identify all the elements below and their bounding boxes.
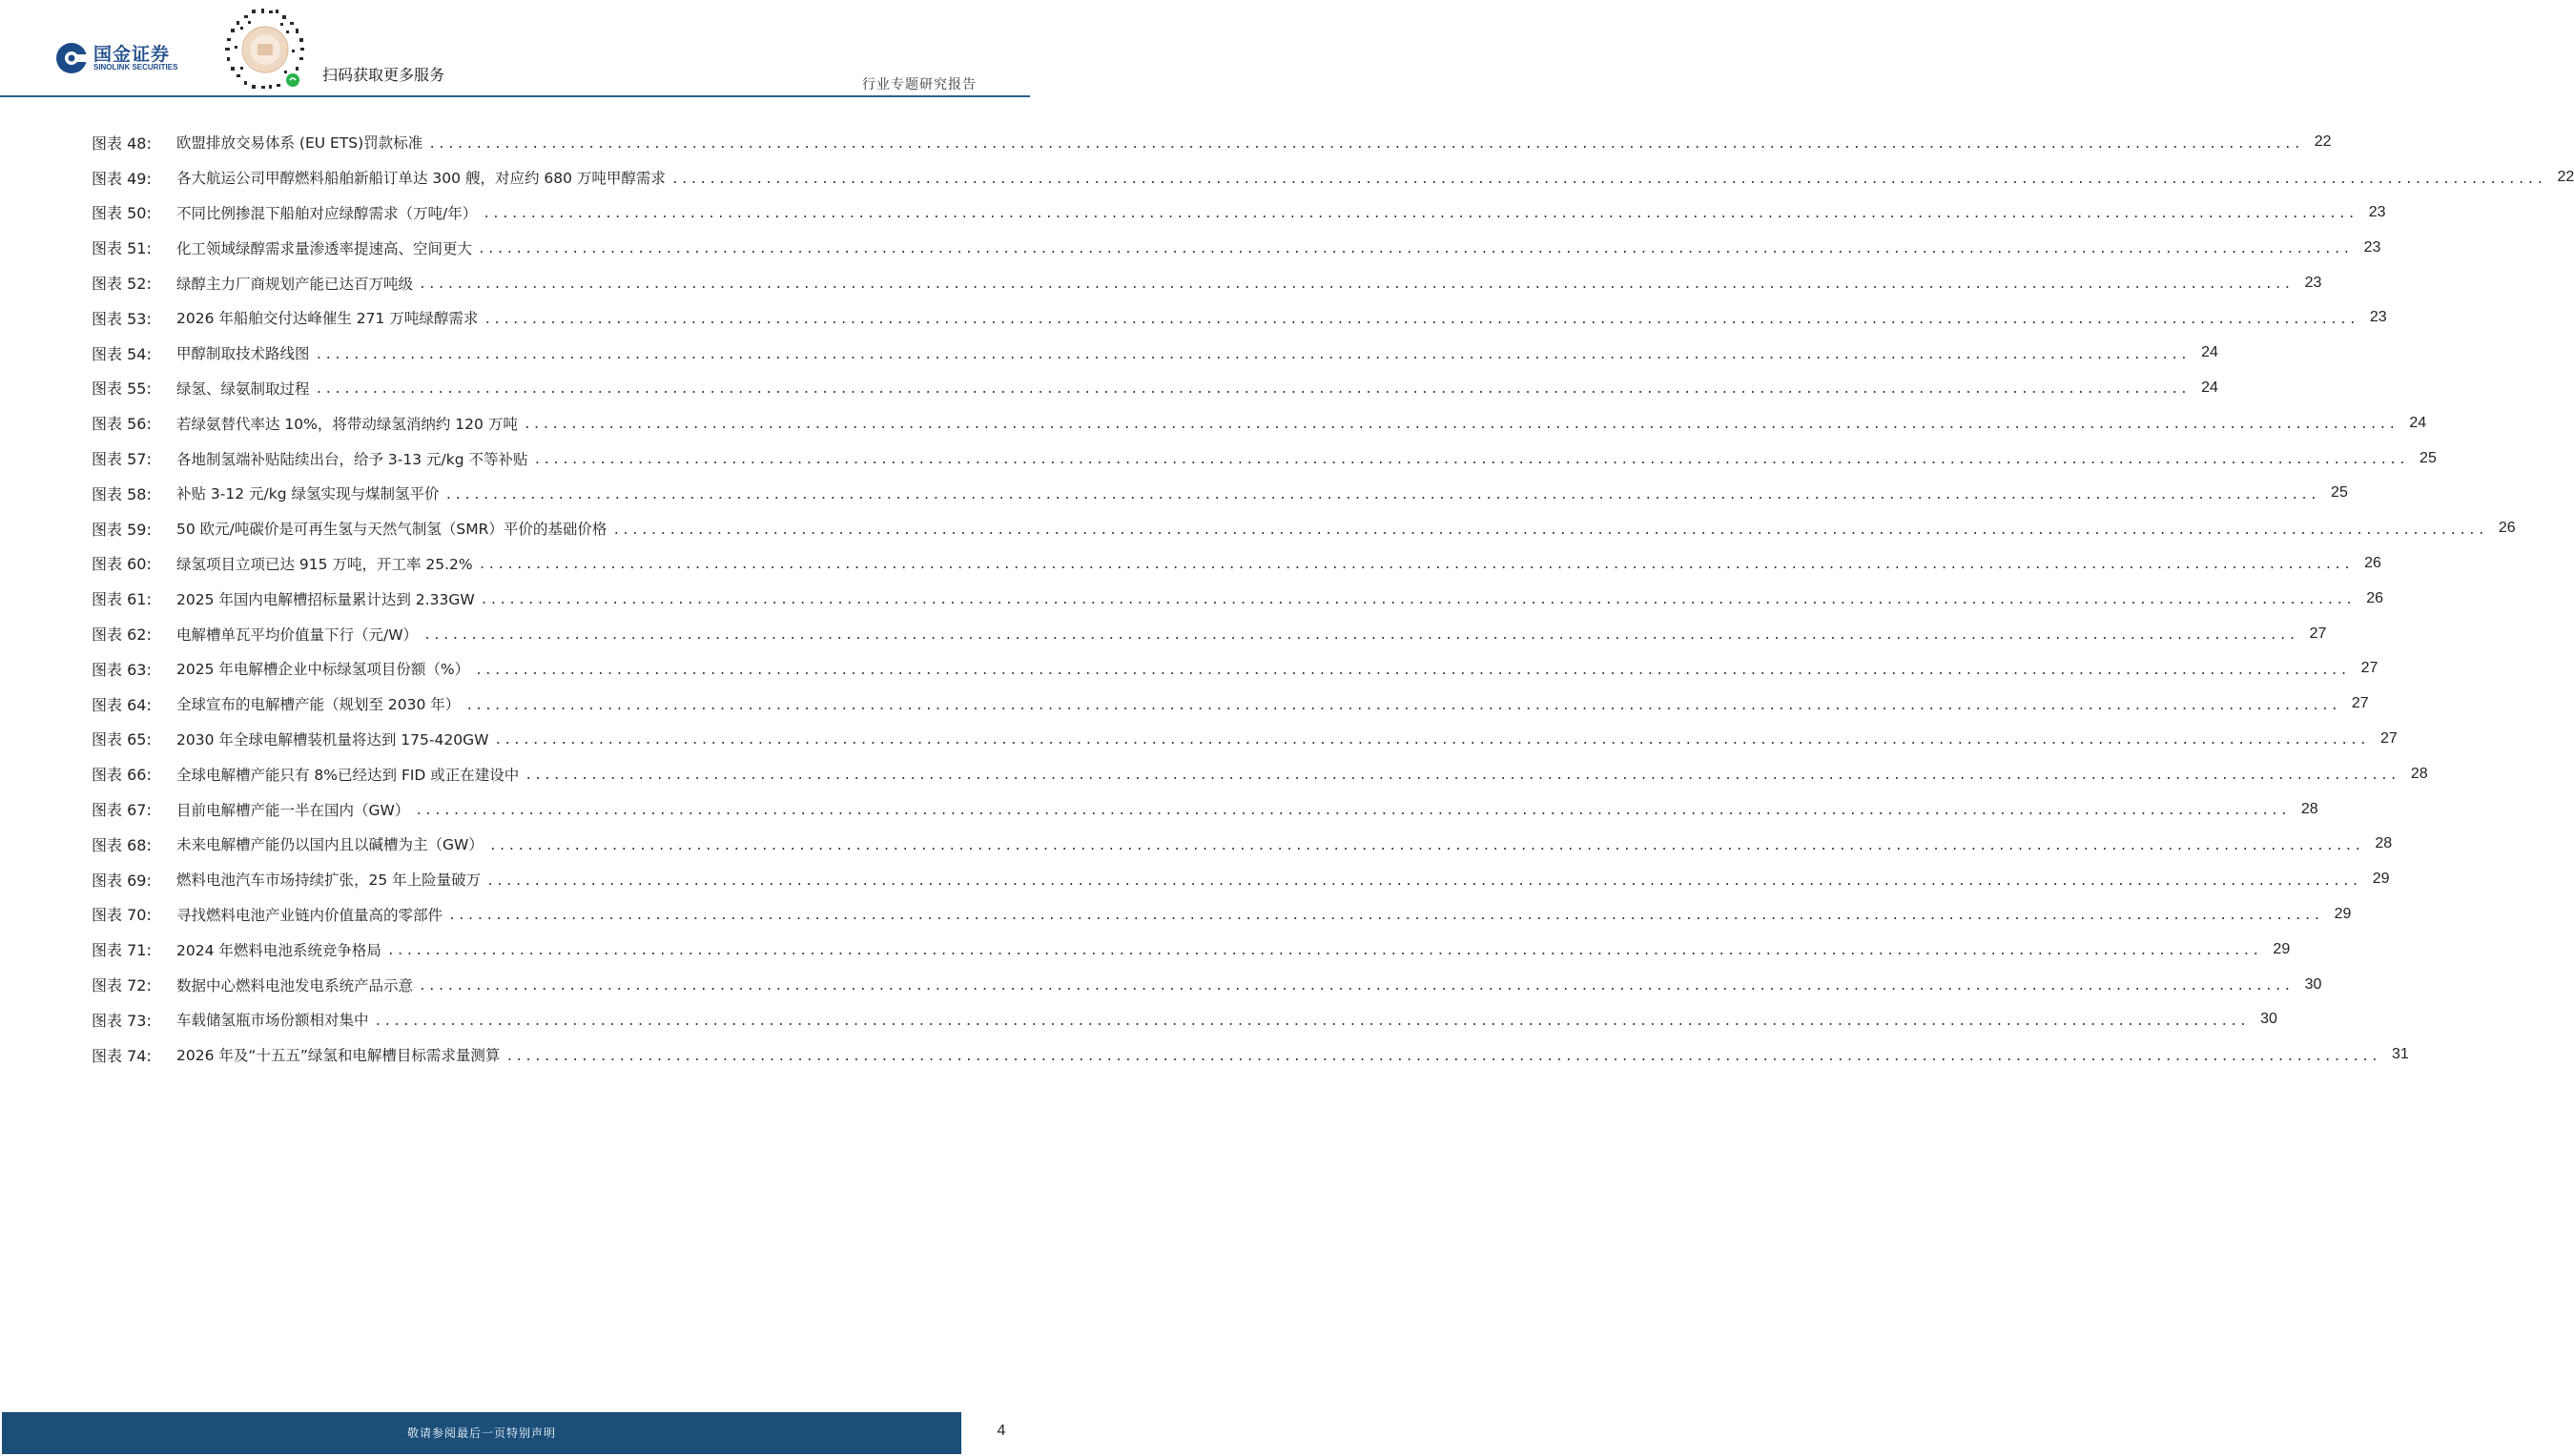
toc-entry-page-number: 29 [2334, 905, 2352, 922]
toc-entry[interactable] [92, 616, 2327, 651]
toc-entry-title: 全球宣布的电解槽产能（规划至 2030 年） [176, 696, 461, 714]
toc-entry-figure-number: 图表 73: [92, 1011, 152, 1030]
toc-dot-leader: ........................................................................................................................................................................................................ [478, 558, 2353, 573]
toc-entry-page-number: 29 [2372, 871, 2390, 888]
footer-disclaimer: 敬请参阅最后一页特别声明 [406, 1426, 556, 1440]
toc-entry-title: 车载储氢瓶市场份额相对集中 [176, 1012, 369, 1030]
toc-entry-title: 50 欧元/吨碳价是可再生氢与天然气制氢（SMR）平价的基础价格 [176, 521, 607, 539]
header-divider [0, 95, 1030, 97]
toc-entry-page-number: 29 [2273, 940, 2291, 957]
toc-dot-leader: ........................................................................................................................................................................................................ [423, 628, 2298, 644]
toc-dot-leader: ........................................................................................................................................................................................................ [483, 207, 2358, 222]
toc-dot-leader: ........................................................................................................................................................................................................ [525, 769, 2399, 784]
toc-entry[interactable] [92, 195, 2386, 231]
toc-entry-figure-number: 图表 48: [92, 133, 152, 153]
toc-dot-leader: ........................................................................................................................................................................................................ [484, 312, 2358, 327]
figure-index-list [92, 125, 2574, 1073]
toc-entry-page-number: 27 [2351, 695, 2369, 712]
toc-entry-page-number: 26 [2498, 520, 2516, 537]
toc-entry[interactable] [92, 230, 2381, 265]
toc-entry-title: 2025 年国内电解槽招标量累计达到 2.33GW [176, 590, 475, 608]
company-logo [55, 42, 208, 80]
toc-entry-page-number: 31 [2391, 1046, 2409, 1063]
toc-entry-title: 化工领域绿醇需求量渗透率提速高、空间更大 [176, 239, 473, 257]
toc-dot-leader: ........................................................................................................................................................................................................ [488, 838, 2364, 853]
toc-entry[interactable] [92, 722, 2398, 757]
toc-entry-page-number: 26 [2364, 554, 2381, 571]
toc-entry-page-number: 27 [2360, 660, 2378, 677]
toc-entry[interactable] [92, 827, 2393, 862]
toc-dot-leader: ........................................................................................................................................................................................................ [478, 242, 2353, 257]
toc-entry-page-number: 22 [2557, 169, 2574, 186]
toc-entry-figure-number: 图表 60: [92, 555, 152, 574]
toc-entry-figure-number: 图表 53: [92, 309, 152, 328]
toc-entry-title: 未来电解槽产能仍以国内且以碱槽为主（GW） [176, 836, 484, 854]
toc-entry-figure-number: 图表 61: [92, 590, 152, 609]
toc-entry-page-number: 28 [2410, 765, 2428, 782]
toc-dot-leader: ........................................................................................................................................................................................................ [315, 382, 2190, 398]
toc-entry-title: 若绿氨替代率达 10%，将带动绿氢消纳约 120 万吨 [176, 415, 518, 433]
toc-entry-figure-number: 图表 50: [92, 204, 152, 223]
toc-entry[interactable] [92, 1037, 2409, 1073]
toc-entry-title: 绿氢、绿氨制取过程 [176, 379, 310, 398]
toc-entry-page-number: 26 [2366, 589, 2383, 606]
toc-entry-figure-number: 图表 49: [92, 169, 152, 188]
toc-entry-page-number: 28 [2375, 835, 2393, 852]
toc-entry-figure-number: 图表 58: [92, 484, 152, 503]
toc-dot-leader: ........................................................................................................................................................................................................ [419, 277, 2294, 293]
toc-dot-leader: ........................................................................................................................................................................................................ [386, 944, 2262, 959]
toc-entry-page-number: 22 [2314, 133, 2332, 151]
toc-entry-title: 绿氢项目立项已达 915 万吨，开工率 25.2% [176, 555, 473, 573]
toc-entry-page-number: 30 [2260, 1011, 2277, 1028]
toc-entry-title: 甲醇制取技术路线图 [176, 345, 310, 363]
toc-entry-page-number: 23 [2363, 238, 2381, 256]
toc-entry-figure-number: 图表 59: [92, 520, 152, 539]
toc-dot-leader: ........................................................................................................................................................................................................ [444, 487, 2319, 502]
toc-entry[interactable] [92, 1002, 2277, 1037]
page-header [0, 0, 1030, 97]
toc-entry-title: 绿醇主力厂商规划产能已达百万吨级 [176, 275, 414, 293]
toc-dot-leader: ........................................................................................................................................................................................................ [315, 347, 2190, 362]
toc-entry-title: 2030 年全球电解槽装机量将达到 175-420GW [176, 730, 489, 749]
toc-dot-leader: ........................................................................................................................................................................................................ [428, 136, 2303, 152]
toc-entry-title: 电解槽单瓦平均价值量下行（元/W） [176, 625, 419, 644]
toc-entry-figure-number: 图表 54: [92, 344, 152, 363]
toc-entry-figure-number: 图表 64: [92, 695, 152, 714]
toc-entry-page-number: 25 [2420, 449, 2437, 466]
toc-entry[interactable] [92, 125, 2332, 160]
toc-entry-title: 2025 年电解槽企业中标绿氢项目份额（%） [176, 661, 470, 679]
toc-entry-page-number: 24 [2201, 344, 2218, 361]
toc-entry-figure-number: 图表 71: [92, 941, 152, 960]
toc-entry-figure-number: 图表 57: [92, 450, 152, 469]
toc-dot-leader: ........................................................................................................................................................................................................ [486, 873, 2361, 889]
toc-entry[interactable] [92, 862, 2390, 897]
toc-entry-figure-number: 图表 62: [92, 625, 152, 645]
toc-dot-leader: ........................................................................................................................................................................................................ [415, 804, 2290, 819]
toc-entry-title: 全球电解槽产能只有 8%已经达到 FID 或正在建设中 [176, 766, 520, 784]
toc-entry[interactable] [92, 336, 2218, 371]
toc-entry[interactable] [92, 932, 2291, 967]
page-number: 4 [997, 1423, 1006, 1439]
toc-entry[interactable] [92, 371, 2218, 406]
toc-dot-leader: ........................................................................................................................................................................................................ [475, 663, 2350, 678]
toc-entry-title: 2026 年船舶交付达峰催生 271 万吨绿醇需求 [176, 310, 479, 328]
toc-dot-leader: ........................................................................................................................................................................................................ [523, 418, 2399, 433]
toc-entry-page-number: 27 [2309, 625, 2327, 642]
toc-entry-figure-number: 图表 66: [92, 766, 152, 785]
toc-entry-title: 各大航运公司甲醇燃料船舶新船订单达 300 艘，对应约 680 万吨甲醇需求 [176, 170, 666, 188]
toc-dot-leader: ........................................................................................................................................................................................................ [533, 453, 2408, 468]
toc-entry-figure-number: 图表 74: [92, 1046, 152, 1065]
toc-entry-page-number: 23 [2369, 309, 2387, 326]
toc-entry-title: 数据中心燃料电池发电系统产品示意 [176, 976, 414, 995]
toc-entry[interactable] [92, 300, 2387, 336]
toc-dot-leader: ........................................................................................................................................................................................................ [465, 698, 2340, 713]
toc-entry[interactable] [92, 160, 2574, 195]
toc-dot-leader: ........................................................................................................................................................................................................ [419, 979, 2294, 995]
toc-entry-title: 不同比例掺混下船舶对应绿醇需求（万吨/年） [176, 204, 478, 222]
logo-chinese-name: 国金证券 [93, 44, 171, 65]
scan-for-services-text: 扫码获取更多服务 [322, 66, 445, 84]
toc-entry-title: 补贴 3-12 元/kg 绿氢实现与煤制氢平价 [176, 485, 440, 503]
toc-dot-leader: ........................................................................................................................................................................................................ [670, 172, 2546, 187]
toc-entry-figure-number: 图表 69: [92, 871, 152, 890]
toc-entry-title: 寻找燃料电池产业链内价值量高的零部件 [176, 906, 443, 924]
toc-entry-page-number: 30 [2304, 975, 2322, 993]
toc-entry-figure-number: 图表 63: [92, 660, 152, 679]
toc-entry[interactable] [92, 687, 2369, 722]
page-footer [0, 1412, 1030, 1456]
toc-dot-leader: ........................................................................................................................................................................................................ [448, 909, 2323, 924]
toc-entry[interactable] [92, 511, 2516, 546]
toc-entry-page-number: 27 [2379, 729, 2398, 747]
toc-entry[interactable] [92, 897, 2352, 933]
toc-dot-leader: ........................................................................................................................................................................................................ [612, 523, 2487, 538]
toc-entry-page-number: 24 [2201, 379, 2218, 396]
toc-entry[interactable] [92, 791, 2318, 827]
toc-entry[interactable] [92, 405, 2427, 441]
toc-entry-figure-number: 图表 70: [92, 906, 152, 925]
toc-entry-title: 燃料电池汽车市场持续扩张，25 年上险量破万 [176, 872, 482, 890]
toc-entry-figure-number: 图表 52: [92, 275, 152, 294]
toc-dot-leader: ........................................................................................................................................................................................................ [374, 1014, 2249, 1029]
toc-dot-leader: ........................................................................................................................................................................................................ [494, 733, 2369, 749]
toc-entry-page-number: 28 [2300, 800, 2318, 817]
logo-english-name: SINOLINK SECURITIES [93, 63, 178, 72]
toc-entry[interactable] [92, 651, 2378, 687]
toc-entry-page-number: 25 [2331, 484, 2348, 502]
mini-program-qr-code-icon[interactable] [223, 8, 307, 92]
toc-entry[interactable] [92, 581, 2383, 616]
toc-entry-page-number: 24 [2409, 414, 2427, 431]
toc-entry[interactable] [92, 967, 2322, 1002]
toc-entry-figure-number: 图表 56: [92, 415, 152, 434]
toc-entry-figure-number: 图表 51: [92, 239, 152, 258]
toc-entry-figure-number: 图表 65: [92, 730, 152, 749]
sinolink-logo-icon [55, 42, 88, 74]
toc-entry-figure-number: 图表 72: [92, 976, 152, 995]
toc-entry-title: 2026 年及“十五五”绿氢和电解槽目标需求量测算 [176, 1047, 501, 1065]
toc-entry-figure-number: 图表 67: [92, 801, 152, 820]
toc-entry-title: 欧盟排放交易体系 (EU ETS)罚款标准 [176, 134, 423, 153]
toc-entry-page-number: 23 [2368, 203, 2386, 220]
toc-entry-title: 各地制氢端补贴陆续出台，给予 3-13 元/kg 不等补贴 [176, 450, 528, 468]
toc-entry[interactable] [92, 265, 2322, 300]
toc-entry-figure-number: 图表 55: [92, 379, 152, 399]
toc-entry-title: 2024 年燃料电池系统竞争格局 [176, 941, 381, 959]
toc-entry[interactable] [92, 476, 2348, 511]
toc-entry-figure-number: 图表 68: [92, 835, 152, 854]
toc-entry[interactable] [92, 441, 2437, 476]
toc-dot-leader: ........................................................................................................................................................................................................ [480, 593, 2355, 608]
toc-entry-page-number: 23 [2304, 274, 2322, 291]
toc-entry-title: 目前电解槽产能一半在国内（GW） [176, 801, 410, 819]
report-type-label: 行业专题研究报告 [862, 77, 977, 92]
toc-entry[interactable] [92, 546, 2381, 582]
toc-dot-leader: ........................................................................................................................................................................................................ [505, 1049, 2380, 1064]
toc-entry[interactable] [92, 756, 2428, 791]
